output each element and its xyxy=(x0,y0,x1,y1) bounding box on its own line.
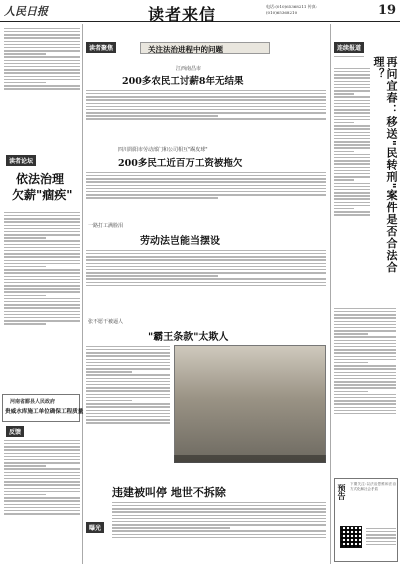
text-line xyxy=(4,504,80,505)
text-line xyxy=(112,527,230,528)
text-line xyxy=(366,531,396,532)
text-line xyxy=(86,197,218,198)
text-line xyxy=(4,320,80,321)
text-line xyxy=(4,462,80,463)
text-line xyxy=(334,84,370,85)
tracking-body xyxy=(334,306,396,476)
text-line xyxy=(334,400,396,401)
item4-subtitle: 张不愿干被逼人 xyxy=(88,319,124,325)
text-line xyxy=(4,440,80,441)
text-line xyxy=(334,141,370,142)
text-line xyxy=(86,275,218,276)
text-line xyxy=(4,453,80,454)
text-line xyxy=(366,544,396,545)
text-line xyxy=(86,416,170,417)
text-line xyxy=(86,259,326,260)
text-line xyxy=(4,50,80,51)
text-line xyxy=(4,85,80,86)
exposure-headline: 违建被叫停 地世不拆除 xyxy=(112,486,226,499)
text-line xyxy=(334,391,368,392)
text-line xyxy=(334,208,354,209)
text-line xyxy=(366,534,396,535)
text-line xyxy=(86,413,170,414)
text-line xyxy=(334,106,370,107)
text-line xyxy=(334,157,370,158)
text-line xyxy=(4,456,80,457)
item1-source: 江西南昌市 xyxy=(176,66,202,72)
item1-headline: 200多农民工讨薪8年无结果 xyxy=(122,76,244,87)
text-line xyxy=(4,475,80,476)
text-line xyxy=(4,269,80,270)
text-line xyxy=(334,359,396,360)
text-line xyxy=(4,225,80,226)
text-line xyxy=(86,93,326,94)
text-line xyxy=(4,34,80,35)
text-line xyxy=(4,285,80,286)
text-line xyxy=(4,263,80,264)
text-line xyxy=(334,202,370,203)
text-line xyxy=(334,90,370,91)
text-line xyxy=(86,178,326,179)
text-line xyxy=(4,47,80,48)
text-line xyxy=(334,327,396,328)
text-line xyxy=(334,362,368,363)
text-line xyxy=(4,291,80,292)
text-line xyxy=(86,188,326,189)
text-line xyxy=(4,41,80,42)
text-line xyxy=(4,44,80,45)
text-line xyxy=(334,314,396,315)
text-line xyxy=(86,390,170,391)
text-line xyxy=(334,317,396,318)
text-line xyxy=(366,528,396,529)
text-line xyxy=(4,301,80,302)
text-line xyxy=(4,231,80,232)
text-line xyxy=(4,510,80,511)
text-line xyxy=(86,346,170,347)
text-line xyxy=(334,186,370,187)
text-line xyxy=(334,109,370,110)
item4-headline: "霸王条款"太欺人 xyxy=(148,332,229,343)
text-line xyxy=(334,381,396,382)
text-line xyxy=(334,330,396,331)
text-line xyxy=(86,90,326,91)
text-line xyxy=(334,103,370,104)
text-line xyxy=(86,278,326,279)
text-line xyxy=(334,214,370,215)
text-line xyxy=(334,368,396,369)
text-line xyxy=(112,518,326,519)
text-line xyxy=(4,37,80,38)
text-line xyxy=(86,272,326,273)
text-line xyxy=(112,515,326,516)
text-line xyxy=(334,336,396,337)
text-line xyxy=(334,365,396,366)
text-line xyxy=(4,491,80,492)
text-line xyxy=(4,82,46,83)
text-line xyxy=(334,179,354,180)
text-line xyxy=(86,349,170,350)
text-line xyxy=(86,269,326,270)
text-line xyxy=(334,116,370,117)
text-line xyxy=(86,112,326,113)
text-line xyxy=(4,56,80,57)
left-top-body xyxy=(4,26,80,130)
text-line xyxy=(334,205,370,206)
text-line xyxy=(4,478,80,479)
text-line xyxy=(334,135,370,136)
text-line xyxy=(334,311,396,312)
text-line xyxy=(4,88,80,89)
text-line xyxy=(4,69,80,70)
exposure-tag: 曝光 xyxy=(86,522,104,533)
forum-headline-line2: 欠薪"痼疾" xyxy=(12,188,73,202)
text-line xyxy=(334,128,370,129)
forum-body xyxy=(4,210,80,390)
text-line xyxy=(112,505,326,506)
text-line xyxy=(334,138,370,139)
text-line xyxy=(334,183,370,184)
text-line xyxy=(334,321,396,322)
text-line xyxy=(86,381,170,382)
text-line xyxy=(334,125,370,126)
text-line xyxy=(86,400,132,401)
text-line xyxy=(4,288,80,289)
contact-line: 电话:(010)65368211 传真:(010)65368210 xyxy=(266,4,318,15)
text-line xyxy=(334,324,396,325)
item3-subtitle: 一路打工满脸泪 xyxy=(88,223,124,229)
text-line xyxy=(334,96,370,97)
text-line xyxy=(334,346,396,347)
photo-caption-bar xyxy=(174,455,326,463)
text-line xyxy=(4,266,46,267)
text-line xyxy=(334,352,396,353)
text-line xyxy=(334,68,370,69)
item1-body xyxy=(86,88,326,140)
text-line xyxy=(4,307,80,308)
text-line xyxy=(334,167,370,168)
text-line xyxy=(86,194,326,195)
text-line xyxy=(86,118,326,119)
text-line xyxy=(86,365,170,366)
item2-headline: 200多民工近百万工资被拖欠 xyxy=(118,158,243,169)
text-line xyxy=(86,397,170,398)
text-line xyxy=(4,449,80,450)
text-line xyxy=(4,72,80,73)
text-line xyxy=(334,122,354,123)
text-line xyxy=(334,192,370,193)
text-line xyxy=(334,93,354,94)
text-line xyxy=(4,79,80,80)
news-photo xyxy=(174,345,326,463)
text-line xyxy=(4,446,80,447)
text-line xyxy=(112,537,326,538)
text-line xyxy=(4,228,80,229)
text-line xyxy=(86,109,326,110)
text-line xyxy=(112,502,326,503)
text-line xyxy=(86,387,170,388)
text-line xyxy=(86,99,326,100)
text-line xyxy=(334,387,396,388)
text-line xyxy=(4,221,80,222)
text-line xyxy=(4,250,80,251)
text-line xyxy=(334,333,368,334)
text-line xyxy=(4,295,46,296)
text-line xyxy=(86,96,326,97)
forum-tag: 读者论坛 xyxy=(6,155,36,166)
text-line xyxy=(86,175,326,176)
notice-headline: 贵威水库施工单位确保工程质量 xyxy=(5,409,84,415)
text-line xyxy=(86,185,326,186)
text-line xyxy=(86,374,170,375)
text-line xyxy=(334,397,396,398)
text-line xyxy=(334,403,396,404)
text-line xyxy=(86,394,170,395)
focus-tag: 读者聚焦 xyxy=(86,42,116,53)
text-line xyxy=(4,494,46,495)
exposure-body xyxy=(112,500,326,560)
text-line xyxy=(86,410,170,411)
text-line xyxy=(334,147,370,148)
text-line xyxy=(4,282,80,283)
text-line xyxy=(4,465,46,466)
text-line xyxy=(4,253,80,254)
text-line xyxy=(334,413,396,414)
text-line xyxy=(4,314,80,315)
text-line xyxy=(334,356,396,357)
text-line xyxy=(4,63,80,64)
column-divider xyxy=(82,24,83,564)
text-line xyxy=(4,247,80,248)
text-line xyxy=(4,484,80,485)
newspaper-logo: 人民日报 xyxy=(4,5,48,18)
qr-caption xyxy=(366,526,396,556)
text-line xyxy=(334,163,370,164)
tracking-headline: 再问宜春：移送"民转刑"案件是否合法合理？ xyxy=(372,56,398,274)
text-line xyxy=(4,443,80,444)
page-number: 19 xyxy=(378,3,397,18)
column-divider xyxy=(330,24,331,564)
text-line xyxy=(4,472,80,473)
text-line xyxy=(4,276,80,277)
text-line xyxy=(86,406,170,407)
tracking-body-top xyxy=(334,66,370,302)
text-line xyxy=(334,132,370,133)
text-line xyxy=(334,407,396,408)
text-line xyxy=(4,481,80,482)
text-line xyxy=(4,272,80,273)
text-line xyxy=(334,343,396,344)
text-line xyxy=(4,234,80,235)
text-line xyxy=(334,87,370,88)
text-line xyxy=(112,511,326,512)
item2-body xyxy=(86,170,326,218)
tracking-tag: 连续报道 xyxy=(334,42,364,53)
feedback-tag: 反馈 xyxy=(6,426,24,437)
preview-tag: 预告 xyxy=(337,484,347,500)
text-line xyxy=(86,422,170,423)
text-line xyxy=(334,71,370,72)
text-line xyxy=(4,53,46,54)
text-line xyxy=(4,459,80,460)
item3-body xyxy=(86,248,326,310)
text-line xyxy=(334,189,370,190)
qr-code-icon xyxy=(340,526,362,548)
text-line xyxy=(112,521,326,522)
tracking-intro xyxy=(334,54,364,62)
item3-headline: 劳动法岂能当摆设 xyxy=(140,236,220,247)
text-line xyxy=(334,308,396,309)
text-line xyxy=(4,256,80,257)
text-line xyxy=(4,497,80,498)
text-line xyxy=(86,250,326,251)
text-line xyxy=(86,172,326,173)
text-line xyxy=(334,151,354,152)
text-line xyxy=(366,541,396,542)
text-line xyxy=(86,181,326,182)
text-line xyxy=(334,77,370,78)
text-line xyxy=(112,534,326,535)
text-line xyxy=(334,112,370,113)
text-line xyxy=(334,56,364,57)
text-line xyxy=(4,317,80,318)
text-line xyxy=(4,311,80,312)
text-line xyxy=(112,530,326,531)
text-line xyxy=(86,362,170,363)
text-line xyxy=(366,537,396,538)
text-line xyxy=(334,211,370,212)
section-title: 读者来信 xyxy=(148,5,217,24)
text-line xyxy=(86,106,326,107)
text-line xyxy=(86,359,170,360)
text-line xyxy=(86,282,326,283)
text-line xyxy=(4,240,80,241)
text-line xyxy=(86,115,218,116)
text-line xyxy=(334,154,370,155)
text-line xyxy=(4,260,80,261)
text-line xyxy=(334,394,396,395)
text-line xyxy=(334,195,370,196)
text-line xyxy=(4,28,80,29)
text-line xyxy=(86,253,326,254)
feedback-body xyxy=(4,438,80,562)
text-line xyxy=(334,119,370,120)
text-line xyxy=(4,31,80,32)
text-line xyxy=(86,378,170,379)
text-line xyxy=(334,81,370,82)
text-line xyxy=(4,237,46,238)
text-line xyxy=(86,263,326,264)
text-line xyxy=(4,488,80,489)
text-line xyxy=(4,500,80,501)
text-line xyxy=(112,524,326,525)
text-line xyxy=(4,507,80,508)
text-line xyxy=(334,160,370,161)
text-line xyxy=(86,371,132,372)
text-line xyxy=(86,368,170,369)
text-line xyxy=(4,60,80,61)
text-line xyxy=(334,410,396,411)
preview-text: 下期关注:以法治思维和法治方式化解社会矛盾 xyxy=(350,482,396,491)
text-line xyxy=(4,513,80,514)
text-line xyxy=(86,419,170,420)
text-line xyxy=(334,372,396,373)
text-line xyxy=(86,355,170,356)
text-line xyxy=(86,256,326,257)
text-line xyxy=(334,378,396,379)
text-line xyxy=(334,100,370,101)
text-line xyxy=(4,468,80,469)
text-line xyxy=(112,508,326,509)
text-line xyxy=(4,304,80,305)
text-line xyxy=(86,285,326,286)
text-line xyxy=(4,244,80,245)
forum-headline-line1: 依法治理 xyxy=(16,172,65,186)
text-line xyxy=(334,384,396,385)
text-line xyxy=(86,352,170,353)
text-line xyxy=(334,198,370,199)
text-line xyxy=(86,266,326,267)
text-line xyxy=(86,191,326,192)
text-line xyxy=(4,279,80,280)
item2-subtitle: 四川简阳市劳动部门和公司相互"踢皮球" xyxy=(118,147,208,153)
text-line xyxy=(4,218,80,219)
text-line xyxy=(334,340,396,341)
text-line xyxy=(334,173,370,174)
text-line xyxy=(334,144,370,145)
focus-banner: 关注法治进程中的问题 xyxy=(148,45,223,54)
text-line xyxy=(86,384,170,385)
text-line xyxy=(334,176,370,177)
text-line xyxy=(86,403,170,404)
text-line xyxy=(4,212,80,213)
text-line xyxy=(4,76,80,77)
notice-source: 河南省郾县人民政府 xyxy=(10,399,56,405)
text-line xyxy=(334,349,396,350)
text-line xyxy=(4,215,80,216)
text-line xyxy=(4,298,80,299)
text-line xyxy=(4,66,80,67)
text-line xyxy=(86,103,326,104)
text-line xyxy=(4,323,46,324)
text-line xyxy=(334,375,396,376)
text-line xyxy=(334,74,370,75)
text-line xyxy=(334,170,370,171)
item4-body xyxy=(86,344,170,472)
